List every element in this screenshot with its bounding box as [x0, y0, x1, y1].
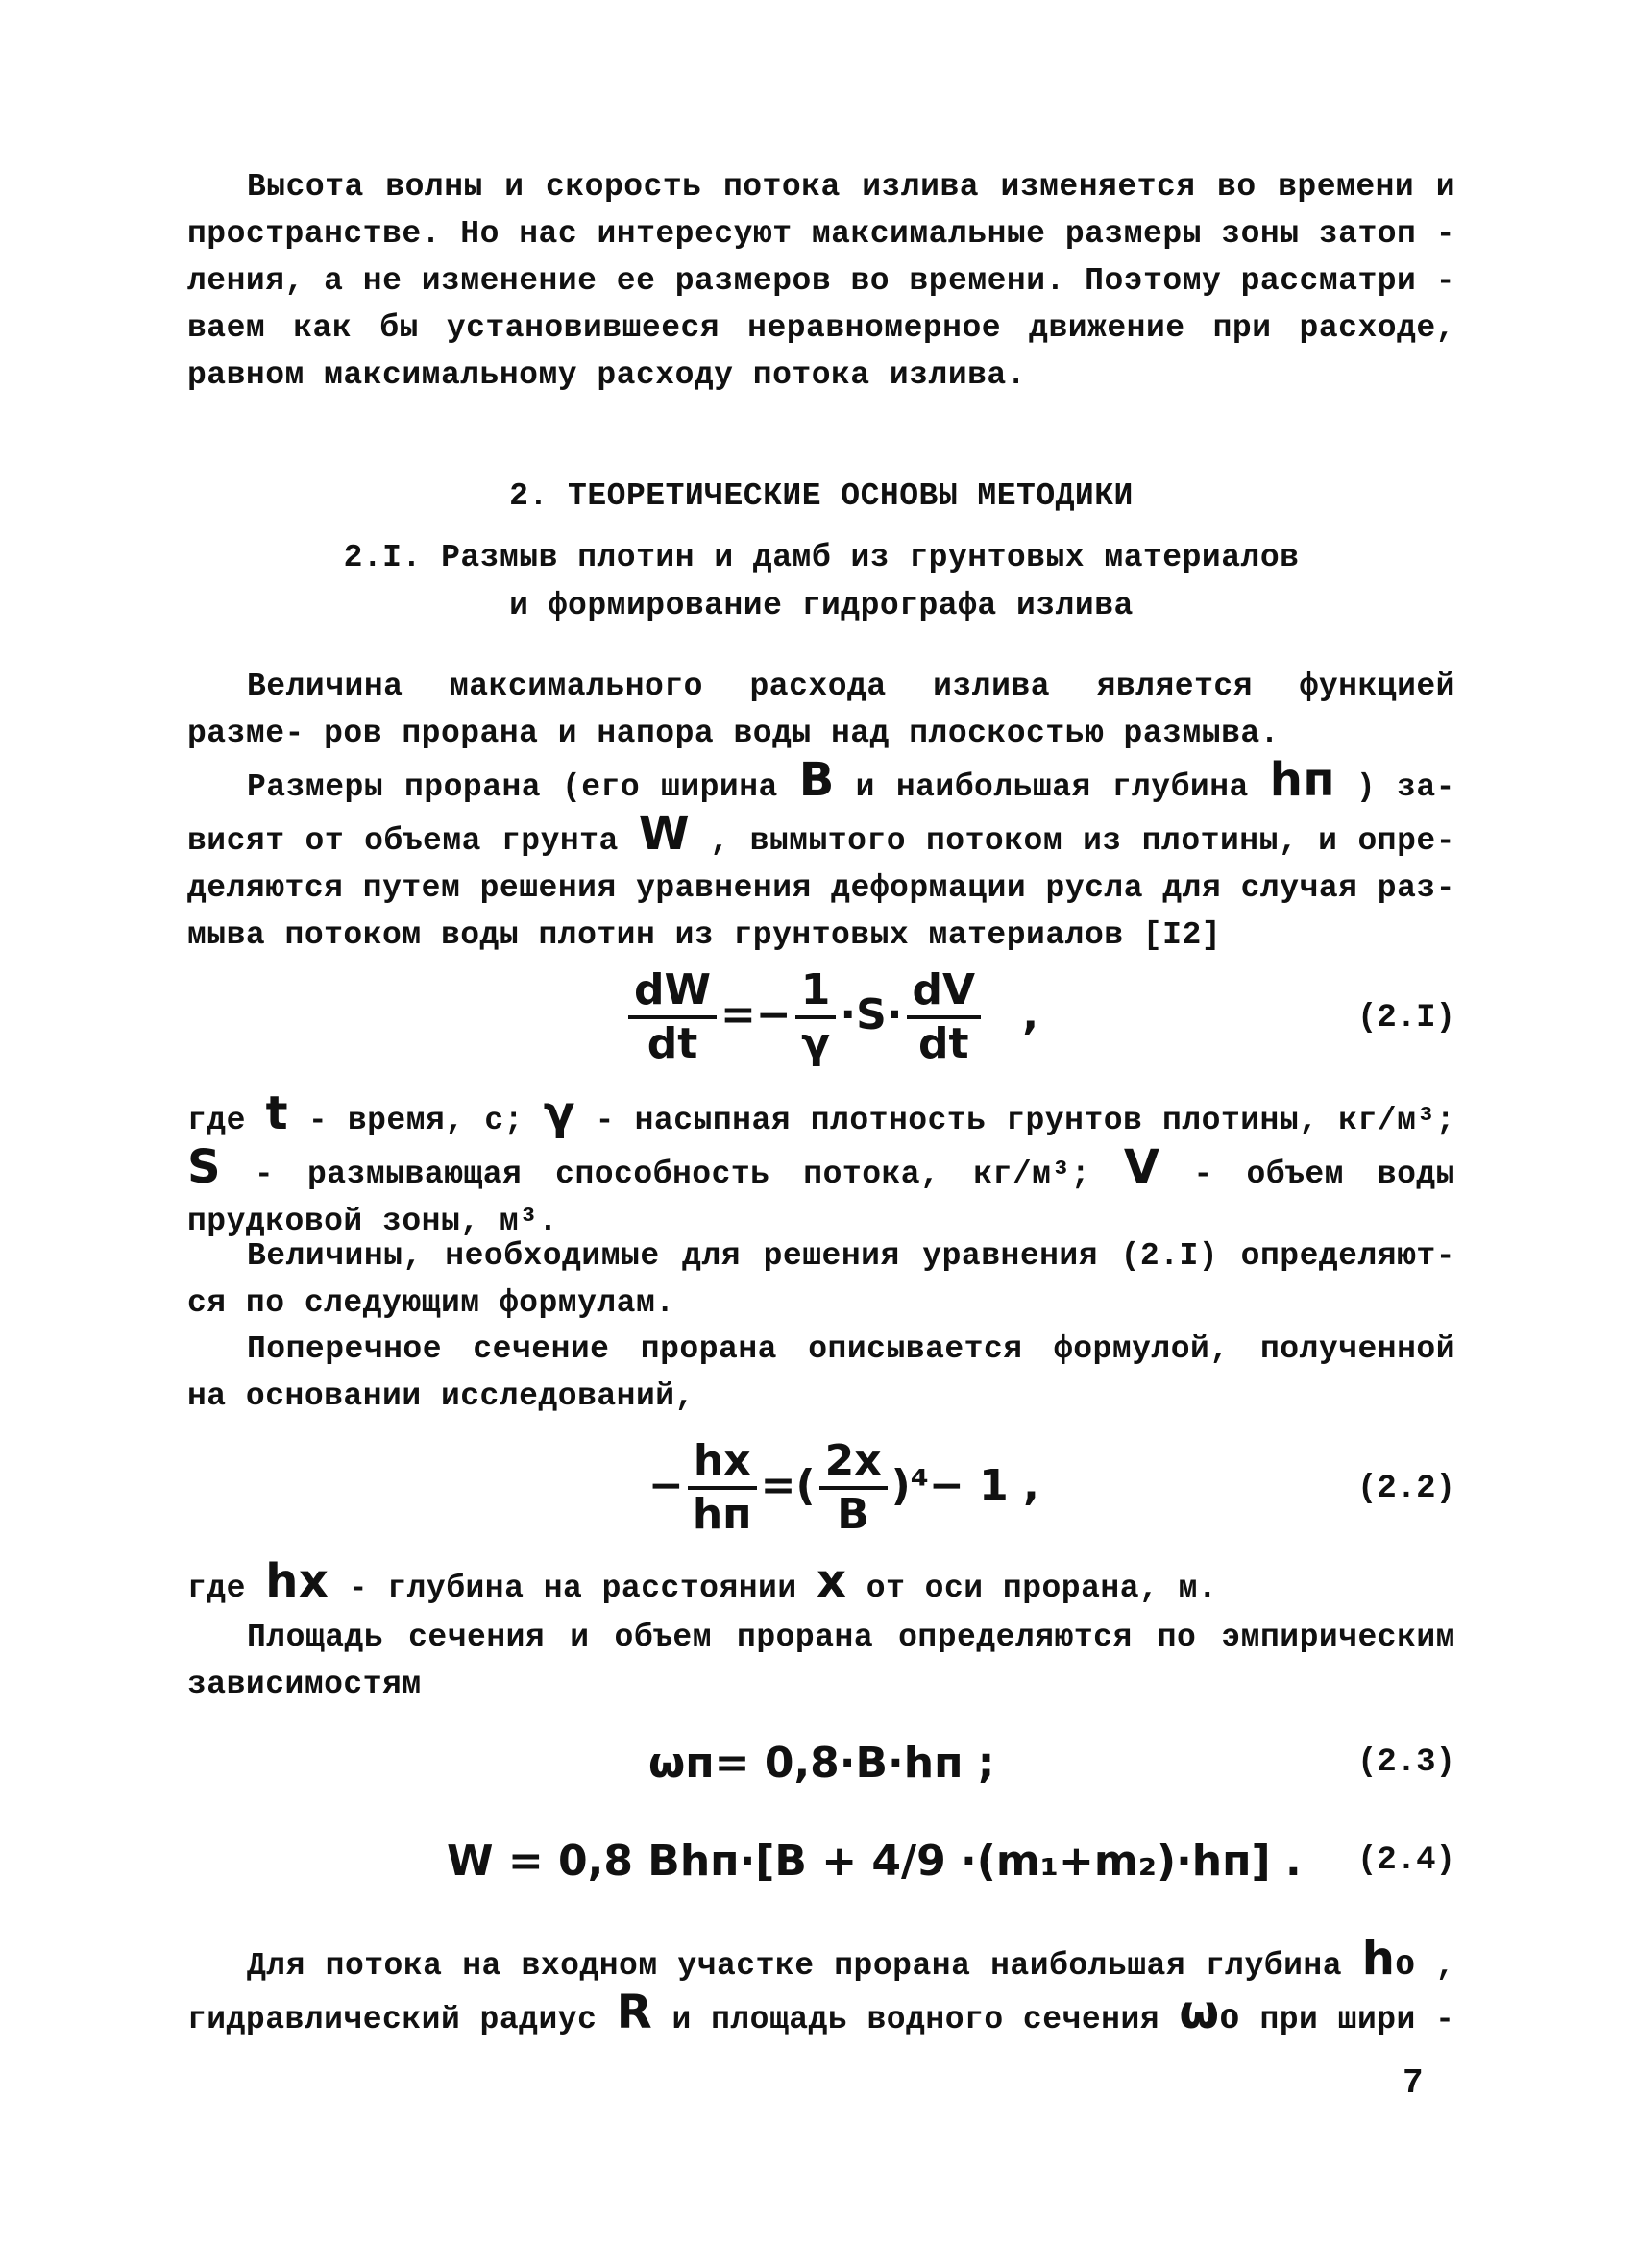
- numerator: hx: [688, 1436, 757, 1490]
- symbol-R: R: [616, 1986, 653, 2039]
- symbol-W: W: [638, 807, 691, 861]
- equation-number: (2.3): [1356, 1744, 1455, 1781]
- equation-expression: ωп= 0,8·B·hп ;: [648, 1739, 995, 1788]
- operator: =−: [720, 990, 792, 1039]
- paragraph-where-1: [187, 1086, 1455, 1245]
- equation-expression: W = 0,8 Bhп·[B + 4/9 ·(m₁+m₂)·hп] .: [447, 1837, 1302, 1886]
- numerator: dV: [907, 965, 982, 1019]
- symbol-gamma: γ: [543, 1086, 575, 1140]
- symbol-hx: hx: [265, 1554, 329, 1608]
- subsection-title-line2: и формирование гидрографа излива: [509, 588, 1134, 623]
- power-and-rest: )⁴− 1 ,: [891, 1461, 1039, 1510]
- text-run: - насыпная плотность грунтов плотины, кг/м³;: [595, 1103, 1455, 1138]
- symbol-V: V: [1123, 1140, 1160, 1194]
- symbol-S: ·S·: [840, 990, 903, 1039]
- paragraph-quantities: Величины, необходимые для решения уравнения (2.I) определяют- ся по следующим формулам.: [187, 1238, 1455, 1321]
- text-run: , гидравлический радиус: [187, 1948, 1455, 2037]
- page-number: 7: [1403, 2063, 1424, 2103]
- denominator: γ: [801, 1019, 831, 1068]
- equation-2-3: [187, 1739, 1455, 1806]
- text-run: и площадь водного сечения: [671, 2002, 1160, 2037]
- paragraph-where-2: [187, 1554, 1455, 1612]
- fraction-1-gamma: [795, 965, 837, 1069]
- denominator: dt: [918, 1019, 969, 1068]
- text-run: Размеры прорана (его ширина: [247, 769, 778, 805]
- text-run: при шири -: [1259, 2002, 1455, 2037]
- symbol-t: t: [265, 1086, 289, 1140]
- text-run: , вымытого потоком из плотины, и опре- деляются путем решения уравнения деформации русла для случая раз- мыва потоком воды плотин из грунтовых материалов [I2]: [187, 823, 1455, 953]
- text-run: где: [187, 1571, 246, 1606]
- fraction-2x-B: [819, 1436, 888, 1540]
- numerator: 1: [795, 965, 837, 1019]
- denominator: dt: [647, 1019, 698, 1068]
- symbol-omega0: ω₀: [1179, 1986, 1241, 2039]
- equation-expression: [648, 1436, 1039, 1540]
- text-run: Для потока на входном участке прорана наибольшая глубина: [247, 1948, 1342, 1984]
- text-run: где: [187, 1103, 246, 1138]
- subsection-title-line1: 2.I. Размыв плотин и дамб из грунтовых материалов: [343, 540, 1300, 575]
- text-run: - объем воды прудковой зоны, м³.: [187, 1157, 1455, 1239]
- equation-number: (2.2): [1356, 1471, 1455, 1507]
- paragraph-cross-section: Поперечное сечение прорана описывается формулой, полученной на основании исследований,: [187, 1331, 1455, 1414]
- comma: ,: [1022, 990, 1039, 1039]
- symbol-x: x: [816, 1554, 847, 1608]
- text-run: - размывающая способность потока, кг/м³;: [254, 1157, 1091, 1192]
- paragraph-inlet-flow: [187, 1932, 1455, 2043]
- fraction-dV-dt: [907, 965, 982, 1069]
- text-run: - глубина на расстоянии: [348, 1571, 797, 1606]
- open-paren: (: [795, 1461, 816, 1510]
- text-run: - время, с;: [307, 1103, 524, 1138]
- fraction-dW-dt: [628, 965, 717, 1069]
- paragraph-max-discharge: Величина максимального расхода излива является функцией разме- ров прорана и напора воды над плоскостью размыва.: [187, 669, 1455, 751]
- numerator: dW: [628, 965, 717, 1019]
- section-title: 2. ТЕОРЕТИЧЕСКИЕ ОСНОВЫ МЕТОДИКИ: [509, 478, 1134, 514]
- text-run: и наибольшая глубина: [855, 769, 1249, 805]
- text-run: ) за- висят от объема грунта: [187, 769, 1455, 859]
- numerator: 2x: [819, 1436, 888, 1490]
- denominator: hп: [692, 1490, 752, 1539]
- denominator: B: [837, 1490, 869, 1539]
- equation-number: (2.4): [1356, 1842, 1455, 1879]
- symbol-h0: h₀: [1361, 1932, 1416, 1986]
- equation-expression: [624, 965, 1038, 1069]
- paragraph-intro: Высота волны и скорость потока излива изменяется во времени и пространстве. Но нас интересуют максимальные размеры зоны затоп - ления, а не изменение ее размеров во времени. Поэтому рассматри - ваем как бы установившееся неравномерное движение при расходе, равном максимальному расходу потока излива.: [187, 169, 1455, 393]
- text-run: от оси прорана, м.: [866, 1571, 1218, 1606]
- symbol-hn: hп: [1269, 753, 1336, 807]
- paragraph-area-volume: Площадь сечения и объем прорана определяются по эмпирическим зависимостям: [187, 1620, 1455, 1702]
- paragraph-breach-size: [187, 753, 1455, 959]
- equation-2-4: [187, 1837, 1455, 1904]
- equals-sign: =: [760, 1461, 796, 1510]
- minus-sign: −: [648, 1461, 684, 1510]
- equation-number: (2.I): [1356, 1000, 1455, 1036]
- equation-2-1: [187, 965, 1455, 1071]
- symbol-B: B: [798, 753, 835, 807]
- fraction-hx-hn: [688, 1436, 757, 1540]
- symbol-S: S: [187, 1140, 222, 1194]
- equation-2-2: [187, 1436, 1455, 1542]
